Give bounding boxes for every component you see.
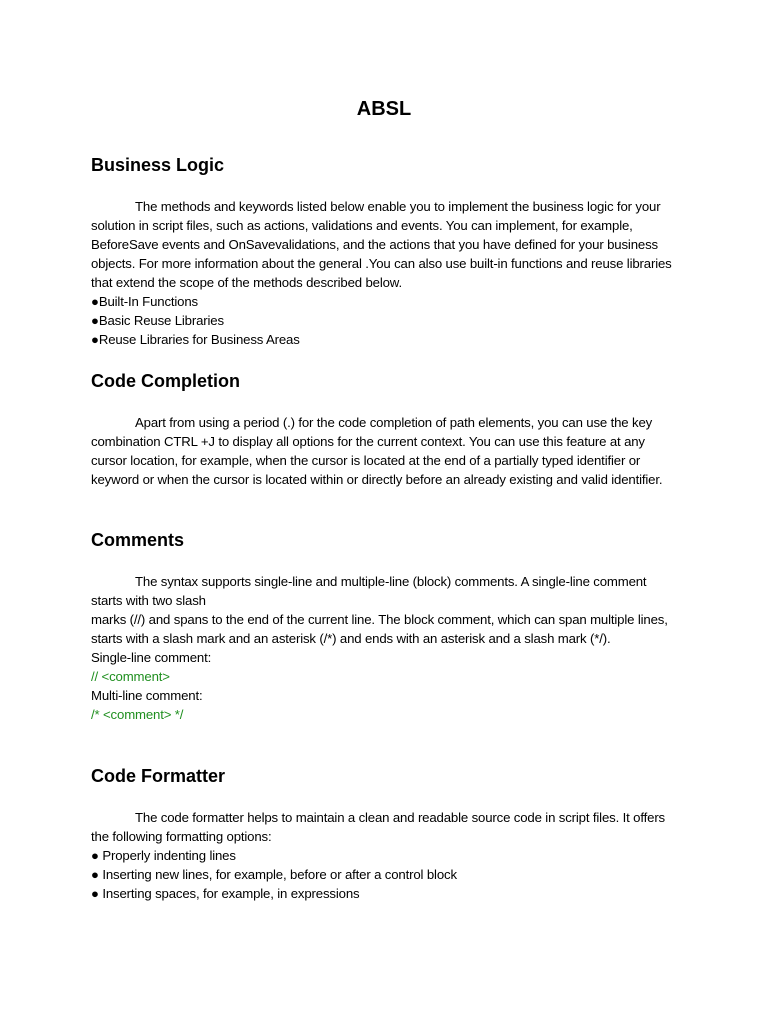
section-comments [91, 528, 681, 724]
paragraph-business-logic: The methods and keywords listed below enable you to implement the business logic for your solution in script files, such as actions, validations and events. You can implement, for example, BeforeSave events and OnSavevalidations, and the actions that you have defined for your business objects. For more information about the general .You can also use built-in functions and reuse libraries that extend the scope of the methods described below. [91, 199, 672, 290]
heading-code-formatter: Code Formatter [91, 766, 226, 786]
section-business-logic [91, 153, 681, 349]
single-line-comment-label: Single-line comment: [91, 650, 212, 665]
bullet-inserting-new-lines: ● Inserting new lines, for example, before or after a control block [91, 867, 457, 882]
heading-business-logic: Business Logic [91, 155, 225, 175]
heading-code-completion: Code Completion [91, 371, 240, 391]
section-code-completion [91, 369, 681, 489]
multi-line-comment-label: Multi-line comment: [91, 688, 203, 703]
single-line-comment-code: // <comment> [91, 669, 170, 684]
document-title: ABSL [356, 98, 412, 120]
bullet-built-in-functions: ●Built-In Functions [91, 294, 198, 309]
bullet-reuse-libraries-business-areas: ●Reuse Libraries for Business Areas [91, 332, 300, 347]
bullet-inserting-spaces: ● Inserting spaces, for example, in expressions [91, 886, 360, 901]
bullet-basic-reuse-libraries: ●Basic Reuse Libraries [91, 313, 224, 328]
multi-line-comment-code: /* <comment> */ [91, 707, 184, 722]
paragraph-code-completion: Apart from using a period (.) for the code completion of path elements, you can use the key combination CTRL +J to display all options for the current context. You can use this feature at any cursor location, for example, when the cursor is located at the end of a partially typed identifier or keyword or when the cursor is located within or directly before an already existing and valid identifier. [91, 415, 663, 487]
section-code-formatter [91, 764, 681, 903]
paragraph-comments-detail: marks (//) and spans to the end of the current line. The block comment, which can span multiple lines, starts with a slash mark and an asterisk (/*) and ends with an asterisk and a slash mark (*/). [91, 612, 668, 646]
bullet-indenting-lines: ● Properly indenting lines [91, 848, 236, 863]
heading-comments: Comments [91, 530, 185, 550]
paragraph-code-formatter: The code formatter helps to maintain a clean and readable source code in script files. It offers the following formatting options: [91, 810, 666, 844]
paragraph-comments-intro: The syntax supports single-line and multiple-line (block) comments. A single-line comment starts with two slash [91, 574, 647, 608]
